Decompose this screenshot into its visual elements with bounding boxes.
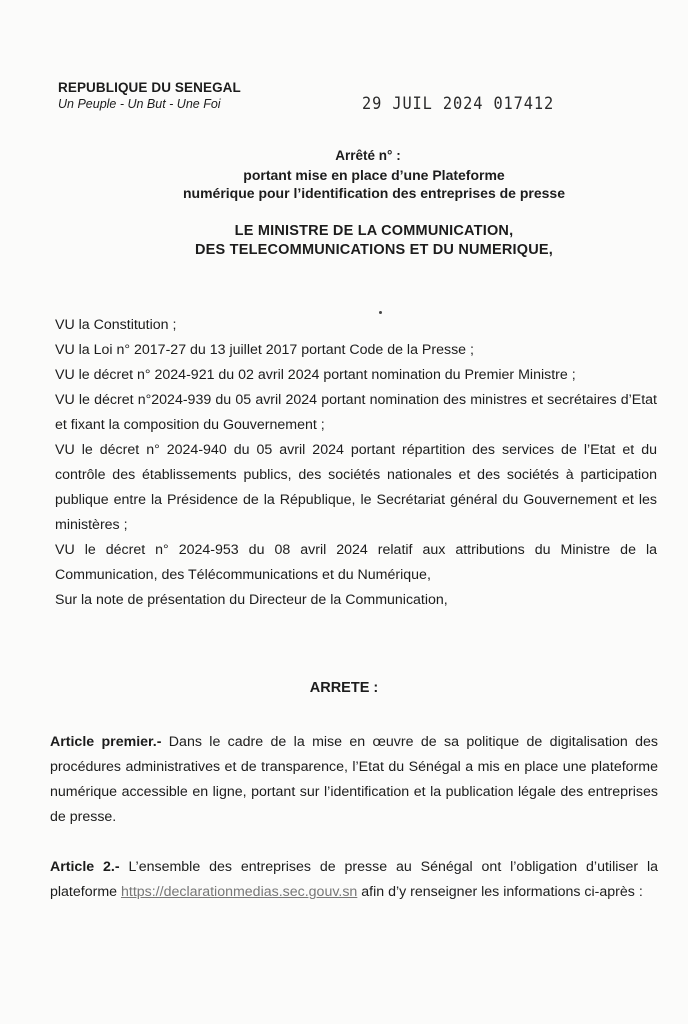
minister-title xyxy=(30,222,688,260)
republic-title: REPUBLIQUE DU SENEGAL xyxy=(58,80,241,95)
arrete-number: Arrêté n° : xyxy=(335,148,401,163)
republic-header xyxy=(58,80,241,111)
article-1-label: Article premier.- xyxy=(50,734,162,750)
article-2 xyxy=(50,855,658,905)
visa-item: VU le décret n°2024-939 du 05 avril 2024 portant nomination des ministres et secrétaires d’Etat et fixant la composition du Gouvernement ; xyxy=(55,392,657,433)
visa-item: VU la Constitution ; xyxy=(55,317,177,333)
visa-item: VU la Loi n° 2017-27 du 13 juillet 2017 portant Code de la Presse ; xyxy=(55,342,474,358)
republic-motto: Un Peuple - Un But - Une Foi xyxy=(58,97,221,111)
visas-block xyxy=(55,313,657,613)
article-2-text-after: afin d’y renseigner les informations ci-après : xyxy=(357,884,643,900)
date-number-stamp: 29 JUIL 2024 017412 xyxy=(362,94,555,114)
visa-item: VU le décret n° 2024-921 du 02 avril 2024 portant nomination du Premier Ministre ; xyxy=(55,367,576,383)
arrete-heading: ARRETE : xyxy=(309,680,379,696)
arrete-subject xyxy=(30,166,688,202)
visa-item: Sur la note de présentation du Directeur de la Communication, xyxy=(55,592,448,608)
article-2-text-before: L’ensemble des entreprises de presse au Sénégal ont l’obligation d’utiliser la plateforme xyxy=(50,859,658,900)
article-2-label: Article 2.- xyxy=(50,859,120,875)
visa-item: VU le décret n° 2024-940 du 05 avril 2024 portant répartition des services de l’Etat et du contrôle des établissements publics, des sociétés nationales et des sociétés à participation publique entre la Présidence de la République, le Secrétariat général du Gouvernement et les ministères ; xyxy=(55,442,657,533)
visa-item: VU le décret n° 2024-953 du 08 avril 2024 relatif aux attributions du Ministre de la Communication, des Télécommunications et du Numérique, xyxy=(55,542,657,583)
article-1 xyxy=(50,730,658,830)
minister-title-line-1: LE MINISTRE DE LA COMMUNICATION, xyxy=(234,223,514,239)
article-1-text: Dans le cadre de la mise en œuvre de sa politique de digitalisation des procédures administratives et de transparence, l’Etat du Sénégal a mis en place une plateforme numérique accessible en ligne, portant sur l’identification et la publication légale des entreprises de presse. xyxy=(50,734,658,825)
minister-title-line-2: DES TELECOMMUNICATIONS ET DU NUMERIQUE, xyxy=(195,242,553,258)
arrete-subject-line-1: portant mise en place d’une Plateforme xyxy=(243,167,505,183)
arrete-subject-line-2: numérique pour l’identification des entreprises de presse xyxy=(183,185,565,201)
platform-link[interactable]: https://declarationmedias.sec.gouv.sn xyxy=(120,884,358,900)
